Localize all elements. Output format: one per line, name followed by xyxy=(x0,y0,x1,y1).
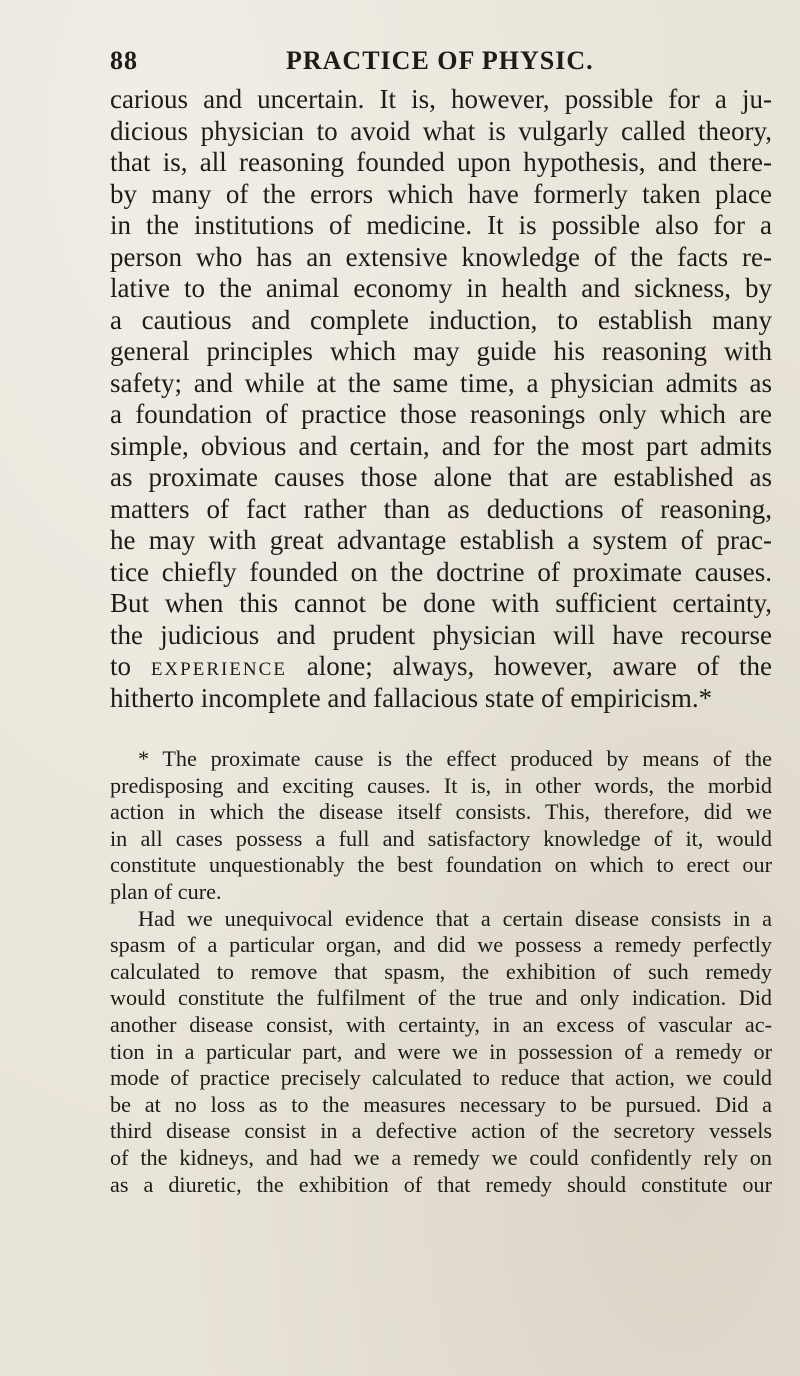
text-line: a foundation of practice those reasonings only which are xyxy=(110,399,772,429)
footnote-line: constitute unquestionably the best foundation on which to erect our xyxy=(110,852,772,878)
text-line: simple, obvious and certain, and for the most part admits xyxy=(110,430,772,461)
text-line: tice chiefly founded on the doctrine of proximate causes. xyxy=(110,556,772,587)
footnote xyxy=(110,746,772,1198)
text-line: carious and uncertain. It is, however, possible for a ju- xyxy=(110,84,772,114)
footnote-line: tion in a particular part, and were we in possession of a remedy or xyxy=(110,1038,772,1064)
footnote-line: be at no loss as to the measures necessary to be pursued. Did a xyxy=(110,1091,772,1117)
text-line: person who has an extensive knowledge of the facts re- xyxy=(110,241,772,272)
footnote-line: predisposing and exciting causes. It is, in other words, the morbid xyxy=(110,772,772,798)
footnote-line: as a diuretic, the exhibition of that remedy should constitute our xyxy=(110,1171,772,1197)
footnote-line: in all cases possess a full and satisfactory knowledge of it, would xyxy=(110,825,772,851)
text-line: safety; and while at the same time, a physician admits as xyxy=(110,367,772,398)
running-title: PRACTICE OF PHYSIC. xyxy=(286,46,594,75)
text-line-experience xyxy=(110,651,772,683)
text-line: a cautious and complete induction, to establish many xyxy=(110,304,772,335)
experience-smallcaps: experience xyxy=(150,651,287,681)
footnote-line: calculated to remove that spasm, the exhibition of such remedy xyxy=(110,958,772,984)
footnote-line: would constitute the fulfilment of the true and only indication. Did xyxy=(110,985,772,1011)
text-line: by many of the errors which have formerly taken place xyxy=(110,178,772,209)
text-line: that is, all reasoning founded upon hypothesis, and there- xyxy=(110,147,772,177)
line-suffix: alone; always, however, aware of the xyxy=(286,651,772,681)
footnote-line: of the kidneys, and had we a remedy we could confidently rely on xyxy=(110,1144,772,1170)
line-prefix: to xyxy=(110,651,151,681)
text-line: lative to the animal economy in health and sickness, by xyxy=(110,273,772,303)
text-line: as proximate causes those alone that are established as xyxy=(110,462,772,492)
footnote-line: action in which the disease itself consists. This, therefore, did we xyxy=(110,799,772,825)
main-paragraph xyxy=(110,84,772,714)
page-header xyxy=(110,46,770,80)
footnote-line: third disease consist in a defective action of the secretory vessels xyxy=(110,1118,772,1144)
footnote-line: Had we unequivocal evidence that a certain disease consists in a xyxy=(138,905,772,931)
text-line: in the institutions of medicine. It is possible also for a xyxy=(110,210,772,240)
footnote-line: * The proximate cause is the effect produced by means of the xyxy=(138,746,772,771)
text-line: he may with great advantage establish a system of prac- xyxy=(110,525,772,555)
footnote-line: another disease consist, with certainty, in an excess of vascular ac- xyxy=(110,1011,772,1037)
page-number: 88 xyxy=(110,46,138,75)
text-line-final: hitherto incomplete and fallacious state of empiricism.* xyxy=(110,682,713,713)
footnote-line: plan of cure. xyxy=(110,878,222,904)
text-line: the judicious and prudent physician will have recourse xyxy=(110,619,772,650)
text-line: But when this cannot be done with sufficient certainty, xyxy=(110,588,772,618)
text-line: general principles which may guide his reasoning with xyxy=(110,336,772,366)
footnote-line: spasm of a particular organ, and did we possess a remedy perfectly xyxy=(110,932,772,958)
text-line: matters of fact rather than as deductions of reasoning, xyxy=(110,493,772,524)
text-line: dicious physician to avoid what is vulgarly called theory, xyxy=(110,115,772,146)
footnote-line: mode of practice precisely calculated to reduce that action, we could xyxy=(110,1065,772,1091)
